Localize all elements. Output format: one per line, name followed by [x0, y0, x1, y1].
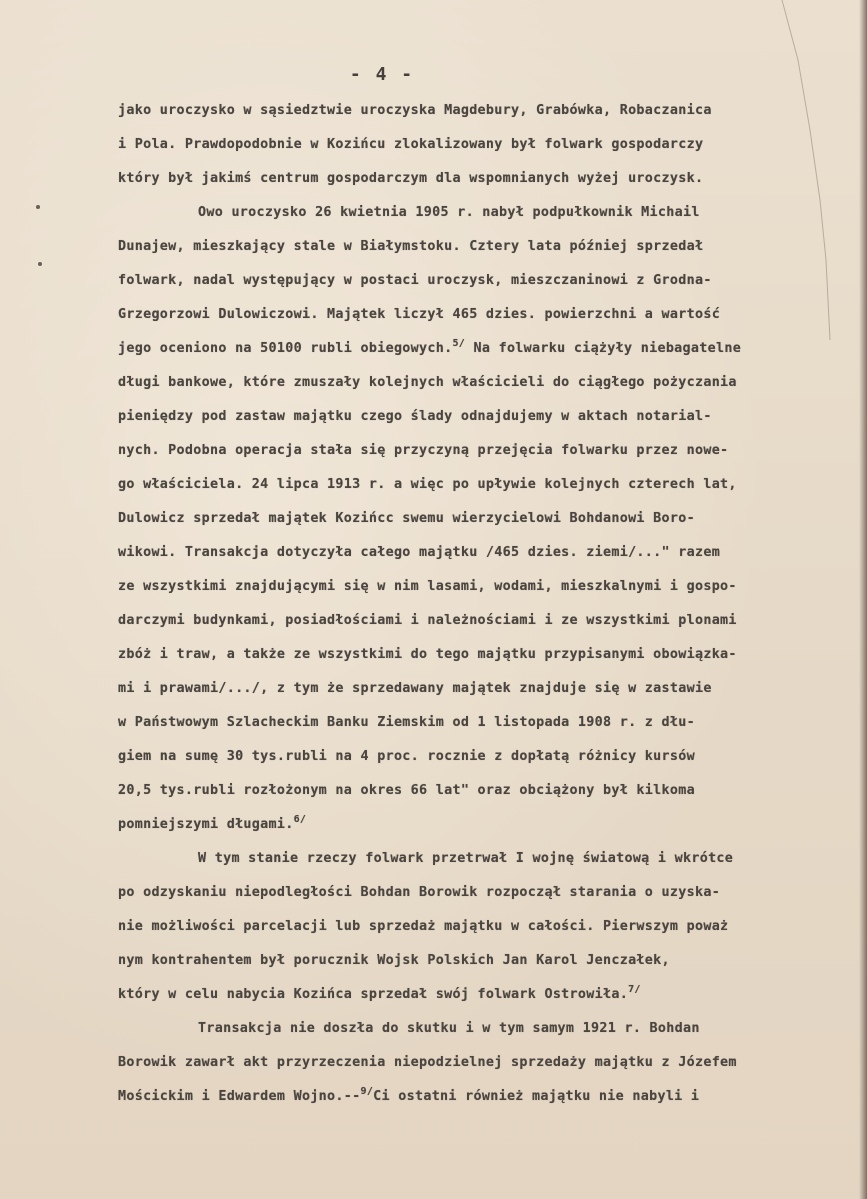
line-text: długi bankowe, które zmuszały kolejnych właścicieli do ciągłego pożyczania: [118, 375, 737, 390]
line-text: folwark, nadal występujący w postaci uroczysk, mieszczaninowi z Grodna-: [118, 273, 712, 288]
line-text: nym kontrahentem był porucznik Wojsk Polskich Jan Karol Jenczałek,: [118, 953, 670, 968]
line-text: zbóż i traw, a także ze wszystkimi do tego majątku przypisanymi obowiązka-: [118, 647, 737, 662]
text-line: [118, 162, 858, 196]
line-text: giem na sumę 30 tys.rubli na 4 proc. rocznie z dopłatą różnicy kursów: [118, 749, 695, 764]
line-text-continuation: Na folwarku ciążyły niebagatelne: [465, 341, 742, 356]
text-line: [118, 536, 858, 570]
text-line: [118, 808, 858, 842]
line-text: Dunajew, mieszkający stale w Białymstoku. Cztery lata później sprzedał: [118, 239, 704, 254]
text-line: [118, 570, 858, 604]
text-line: [118, 94, 858, 128]
text-line: [118, 264, 858, 298]
line-text: ze wszystkimi znajdującymi się w nim lasami, wodami, mieszkalnymi i gospo-: [118, 579, 737, 594]
text-line: [118, 332, 858, 366]
text-line: [118, 672, 858, 706]
text-line: [118, 842, 858, 876]
line-text: jako uroczysko w sąsiedztwie uroczyska Magdebury, Grabówka, Robaczanica: [118, 103, 712, 118]
line-text: Dulowicz sprzedał majątek Kozińcc swemu wierzycielowi Bohdanowi Boro-: [118, 511, 695, 526]
page-number: - 4 -: [349, 64, 415, 85]
line-text: Borowik zawarł akt przyrzeczenia niepodzielnej sprzedaży majątku z Józefem: [118, 1055, 737, 1070]
text-line: [118, 876, 858, 910]
footnote-marker: 5/: [452, 338, 466, 349]
footnote-marker: 7/: [628, 984, 641, 995]
line-text: go właściciela. 24 lipca 1913 r. a więc po upływie kolejnych czterech lat,: [118, 477, 737, 492]
text-line: [118, 1080, 858, 1114]
line-text: W tym stanie rzeczy folwark przetrwał I wojnę światową i wkrótce: [198, 851, 734, 866]
line-text: jego oceniono na 50100 rubli obiegowych.: [118, 341, 453, 356]
footnote-marker: 6/: [293, 814, 307, 825]
line-text: darczymi budynkami, posiadłościami i należnościami i ze wszystkimi plonami: [118, 613, 737, 628]
text-line: [118, 468, 858, 502]
line-text: pieniędzy pod zastaw majątku czego ślady odnajdujemy w aktach notarial-: [118, 409, 712, 424]
text-line: [118, 774, 858, 808]
line-text: Transakcja nie doszła do skutku i w tym samym 1921 r. Bohdan: [198, 1021, 700, 1036]
line-text-continuation: Ci ostatni również majątku nie nabyli i: [373, 1089, 700, 1104]
line-text: mi i prawami/.../, z tym że sprzedawany majątek znajduje się w zastawie: [118, 681, 712, 696]
text-line: [118, 910, 858, 944]
text-line: [118, 230, 858, 264]
text-line: [118, 740, 858, 774]
page-edge-shadow: [859, 0, 867, 1199]
text-line: [118, 400, 858, 434]
margin-dot: [38, 262, 42, 266]
line-text: nie możliwości parcelacji lub sprzedaż majątku w całości. Pierwszym poważ: [118, 919, 729, 934]
text-line: [118, 502, 858, 536]
line-text: nych. Podobna operacja stała się przyczyną przejęcia folwarku przez nowe-: [118, 443, 729, 458]
text-line: [118, 1012, 858, 1046]
text-line: [118, 944, 858, 978]
text-line: [118, 128, 858, 162]
text-line: [118, 978, 858, 1012]
line-text: 20,5 tys.rubli rozłożonym na okres 66 lat" oraz obciążony był kilkoma: [118, 783, 695, 798]
text-line: [118, 298, 858, 332]
line-text: i Pola. Prawdopodobnie w Kozińcu zlokalizowany był folwark gospodarczy: [118, 137, 704, 152]
line-text: który był jakimś centrum gospodarczym dla wspomnianych wyżej uroczysk.: [118, 171, 704, 186]
text-line: [118, 604, 858, 638]
line-text: Mościckim i Edwardem Wojno.--: [118, 1089, 361, 1104]
line-text: który w celu nabycia Kozińca sprzedał swój folwark Ostrowiła.: [118, 987, 629, 1002]
line-text: w Państwowym Szlacheckim Banku Ziemskim od 1 listopada 1908 r. z dłu-: [118, 715, 695, 730]
line-text: pomniejszymi długami.: [118, 817, 294, 832]
text-line: [118, 1046, 858, 1080]
line-text: wikowi. Transakcja dotyczyła całego majątku /465 dzies. ziemi/..." razem: [118, 545, 721, 560]
line-text: po odzyskaniu niepodległości Bohdan Borowik rozpoczął starania o uzyska-: [118, 885, 721, 900]
text-line: [118, 196, 858, 230]
line-text: Grzegorzowi Dulowiczowi. Majątek liczył 465 dzies. powierzchni a wartość: [118, 307, 721, 322]
body-text: [118, 94, 858, 1114]
margin-dot: [36, 205, 40, 209]
line-text: Owo uroczysko 26 kwietnia 1905 r. nabył podpułkownik Michail: [198, 205, 700, 220]
footnote-marker: 9/: [360, 1086, 374, 1097]
text-line: [118, 434, 858, 468]
text-line: [118, 638, 858, 672]
text-line: [118, 366, 858, 400]
text-line: [118, 706, 858, 740]
